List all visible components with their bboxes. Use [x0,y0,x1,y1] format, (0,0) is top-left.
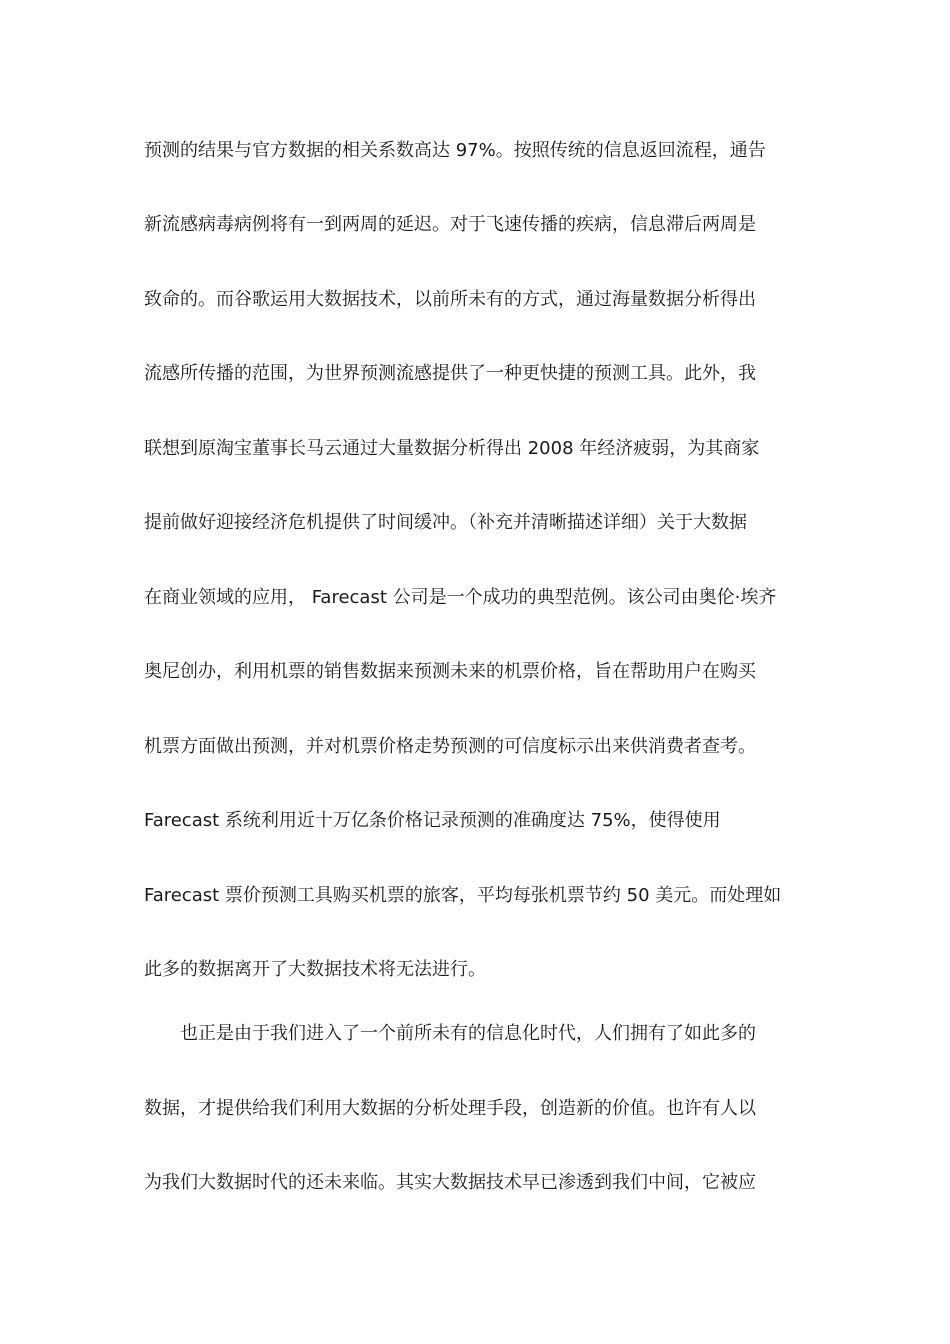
paragraph-line: 机票方面做出预测，并对机票价格走势预测的可信度标示出来供消费者查考。 [144,736,756,757]
paragraph-line: 联想到原淘宝董事长马云通过大量数据分析得出 2008 年经济疲弱，为其商家 [144,438,760,459]
paragraph-line: 此多的数据离开了大数据技术将无法进行。 [144,959,486,980]
paragraph-line: 奥尼创办，利用机票的销售数据来预测未来的机票价格，旨在帮助用户在购买 [144,661,756,682]
paragraph-line: 预测的结果与官方数据的相关系数高达 97%。按照传统的信息返回流程，通告 [144,140,766,161]
paragraph-line: Farecast 系统利用近十万亿条价格记录预测的准确度达 75%，使得使用 [144,810,721,831]
paragraph-line: 致命的。而谷歌运用大数据技术，以前所未有的方式，通过海量数据分析得出 [144,289,756,310]
paragraph-line: 数据，才提供给我们利用大数据的分析处理手段，创造新的价值。也许有人以 [144,1098,756,1119]
paragraph-line: 为我们大数据时代的还未来临。其实大数据技术早已渗透到我们中间，它被应 [144,1172,756,1193]
paragraph-line: 新流感病毒病例将有一到两周的延迟。对于飞速传播的疾病，信息滞后两周是 [144,214,756,235]
paragraph-line: 流感所传播的范围，为世界预测流感提供了一种更快捷的预测工具。此外，我 [144,363,756,384]
paragraph-line: 提前做好迎接经济危机提供了时间缓冲。（补充并清晰描述详细）关于大数据 [144,512,747,533]
paragraph-line: 在商业领域的应用， Farecast 公司是一个成功的典型范例。该公司由奥伦·埃齐 [144,587,777,608]
paragraph-line: Farecast 票价预测工具购买机票的旅客，平均每张机票节约 50 美元。而处理如 [144,885,782,906]
paragraph-line: 也正是由于我们进入了一个前所未有的信息化时代，人们拥有了如此多的 [180,1023,756,1044]
